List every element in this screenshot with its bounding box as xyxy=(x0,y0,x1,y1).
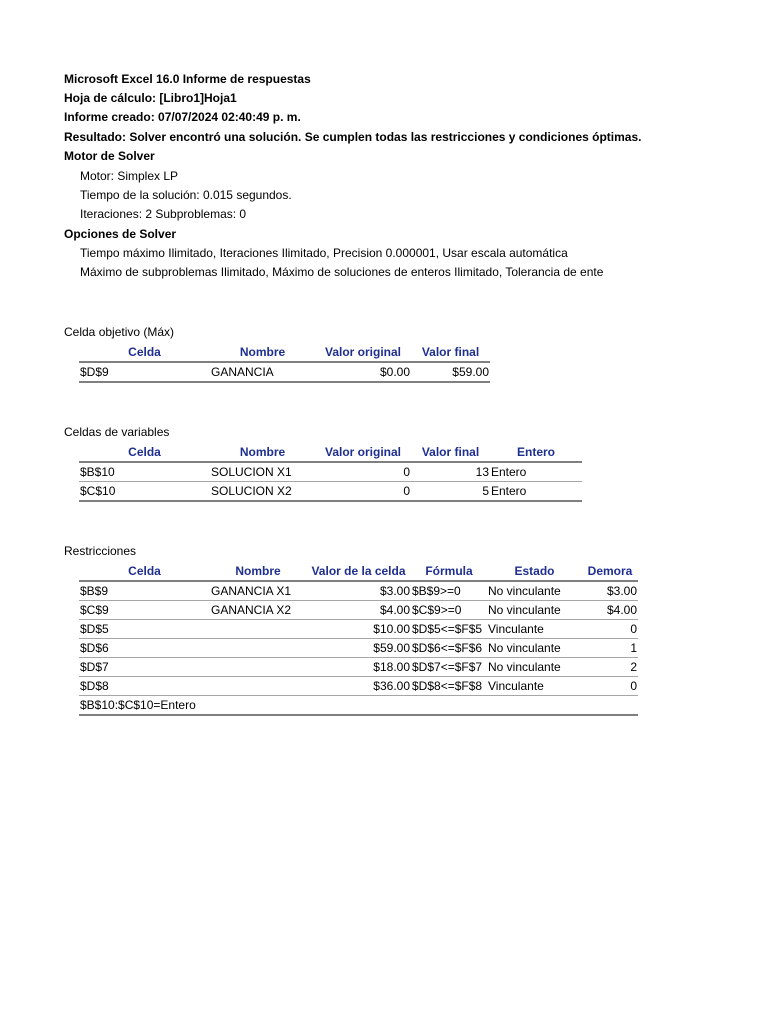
cell-valor-celda: $3.00 xyxy=(306,581,411,601)
cell-nombre: SOLUCION X2 xyxy=(210,482,315,502)
cell-formula: $C$9>=0 xyxy=(411,601,487,620)
constraints-header-row xyxy=(79,561,638,581)
cell-entero: Entero xyxy=(490,462,582,482)
cell-estado: No vinculante xyxy=(487,601,582,620)
cell-nombre xyxy=(210,639,306,658)
col-header-valor-celda: Valor de la celda xyxy=(306,561,411,581)
cell-valor-original: $0.00 xyxy=(315,362,411,382)
iterations-line: Iteraciones: 2 Subproblemas: 0 xyxy=(80,207,247,221)
cell-estado: Vinculante xyxy=(487,620,582,639)
table-row xyxy=(79,696,638,716)
col-header-valor-final: Valor final xyxy=(411,342,490,362)
engine-heading: Motor de Solver xyxy=(64,149,155,163)
solution-time-line: Tiempo de la solución: 0.015 segundos. xyxy=(80,188,292,202)
objective-table xyxy=(79,342,490,383)
table-row xyxy=(79,658,638,677)
cell-celda: $B$9 xyxy=(79,581,210,601)
cell-valor-celda: $10.00 xyxy=(306,620,411,639)
col-header-formula: Fórmula xyxy=(411,561,487,581)
cell-estado: No vinculante xyxy=(487,581,582,601)
cell-celda: $D$5 xyxy=(79,620,210,639)
cell-valor-celda: $4.00 xyxy=(306,601,411,620)
cell-valor-final: 13 xyxy=(411,462,490,482)
cell-demora: 1 xyxy=(582,639,638,658)
cell-estado: Vinculante xyxy=(487,677,582,696)
col-header-celda: Celda xyxy=(79,561,210,581)
col-header-nombre: Nombre xyxy=(210,561,306,581)
options-line-2: Máximo de subproblemas Ilimitado, Máximo de soluciones de enteros Ilimitado, Tolerancia de ente xyxy=(80,265,604,279)
col-header-valor-original: Valor original xyxy=(315,442,411,462)
constraints-caption: Restricciones xyxy=(64,544,137,558)
cell-formula: $D$8<=$F$8 xyxy=(411,677,487,696)
options-heading: Opciones de Solver xyxy=(64,227,177,241)
table-row xyxy=(79,677,638,696)
cell-demora: 0 xyxy=(582,620,638,639)
report-title: Microsoft Excel 16.0 Informe de respuestas xyxy=(64,72,311,86)
cell-demora: $3.00 xyxy=(582,581,638,601)
cell-estado: No vinculante xyxy=(487,658,582,677)
cell-nombre xyxy=(210,620,306,639)
cell-formula: $D$5<=$F$5 xyxy=(411,620,487,639)
variables-header-row xyxy=(79,442,582,462)
cell-demora: 0 xyxy=(582,677,638,696)
cell-celda: $C$9 xyxy=(79,601,210,620)
cell-formula: $B$9>=0 xyxy=(411,581,487,601)
created-date: Informe creado: 07/07/2024 02:40:49 p. m. xyxy=(64,110,301,124)
variables-table xyxy=(79,442,582,502)
cell-nombre: GANANCIA X2 xyxy=(210,601,306,620)
cell-celda: $D$8 xyxy=(79,677,210,696)
cell-nombre: SOLUCION X1 xyxy=(210,462,315,482)
cell-valor-celda: $18.00 xyxy=(306,658,411,677)
cell-valor-original: 0 xyxy=(315,482,411,502)
cell-entero: Entero xyxy=(490,482,582,502)
col-header-valor-final: Valor final xyxy=(411,442,490,462)
result-line: Resultado: Solver encontró una solución. Se cumplen todas las restricciones y condiciones óptimas. xyxy=(64,130,642,144)
col-header-nombre: Nombre xyxy=(210,442,315,462)
col-header-nombre: Nombre xyxy=(210,342,315,362)
col-header-demora: Demora xyxy=(582,561,638,581)
cell-valor-final: 5 xyxy=(411,482,490,502)
cell-valor-celda: $36.00 xyxy=(306,677,411,696)
cell-nombre xyxy=(210,658,306,677)
table-row xyxy=(79,620,638,639)
cell-nombre: GANANCIA X1 xyxy=(210,581,306,601)
cell-celda: $B$10 xyxy=(79,462,210,482)
col-header-valor-original: Valor original xyxy=(315,342,411,362)
options-line-1: Tiempo máximo Ilimitado, Iteraciones Ilimitado, Precision 0.000001, Usar escala automática xyxy=(80,246,568,260)
table-row xyxy=(79,601,638,620)
cell-integer-constraint: $B$10:$C$10=Entero xyxy=(79,696,638,716)
cell-celda: $D$9 xyxy=(79,362,210,382)
col-header-estado: Estado xyxy=(487,561,582,581)
sheet-name: Hoja de cálculo: [Libro1]Hoja1 xyxy=(64,91,237,105)
engine-line: Motor: Simplex LP xyxy=(80,169,179,183)
cell-celda: $C$10 xyxy=(79,482,210,502)
cell-valor-final: $59.00 xyxy=(411,362,490,382)
table-row xyxy=(79,462,582,482)
cell-formula: $D$7<=$F$7 xyxy=(411,658,487,677)
variables-caption: Celdas de variables xyxy=(64,425,170,439)
cell-demora: 2 xyxy=(582,658,638,677)
cell-celda: $D$7 xyxy=(79,658,210,677)
cell-valor-celda: $59.00 xyxy=(306,639,411,658)
cell-nombre xyxy=(210,677,306,696)
cell-formula: $D$6<=$F$6 xyxy=(411,639,487,658)
constraints-table xyxy=(79,561,638,716)
table-row xyxy=(79,482,582,502)
cell-estado: No vinculante xyxy=(487,639,582,658)
cell-demora: $4.00 xyxy=(582,601,638,620)
table-row xyxy=(79,581,638,601)
col-header-celda: Celda xyxy=(79,442,210,462)
cell-celda: $D$6 xyxy=(79,639,210,658)
col-header-celda: Celda xyxy=(79,342,210,362)
cell-nombre: GANANCIA xyxy=(210,362,315,382)
objective-caption: Celda objetivo (Máx) xyxy=(64,325,175,339)
cell-valor-original: 0 xyxy=(315,462,411,482)
table-row xyxy=(79,639,638,658)
col-header-entero: Entero xyxy=(490,442,582,462)
objective-header-row xyxy=(79,342,490,362)
table-row xyxy=(79,362,490,382)
